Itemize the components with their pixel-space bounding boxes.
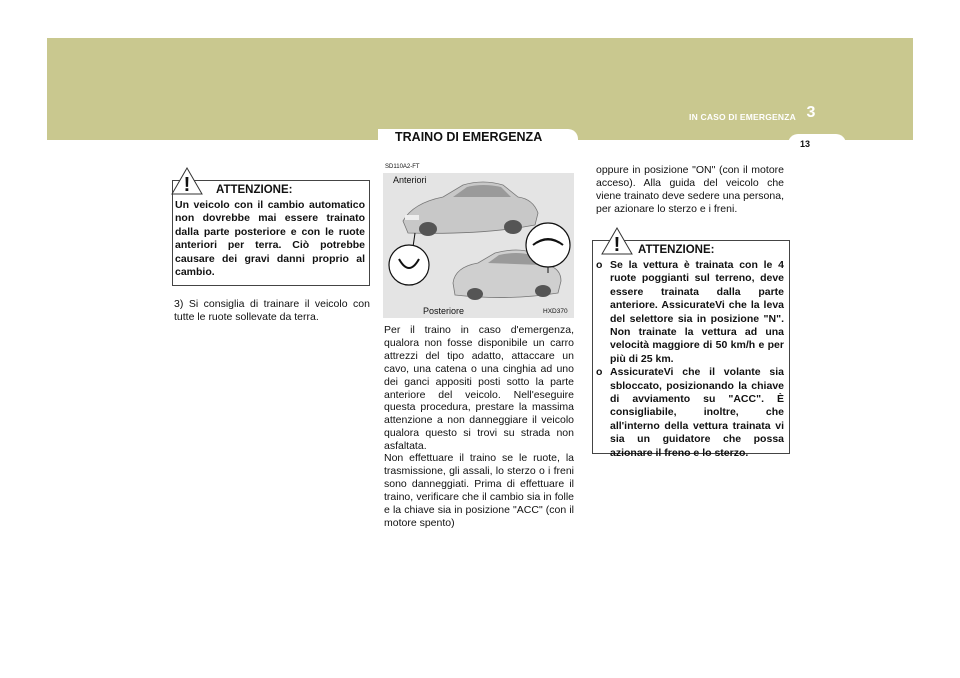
warning-triangle-icon [600,226,634,256]
bullet: o [596,259,603,271]
warning-item-text: AssicurateVi che il volante sia sbloccato, posizionando la chiave di avviamento su "ACC". È consigliabile, inoltre, che all'interno della vettura trainata vi sia un guidatore che possa azionare il freno e lo sterzo. [610,366,784,459]
warning-item [596,259,784,366]
figure-ref: HXD370 [543,308,568,315]
list-item-3 [174,298,370,324]
car-illustration [383,173,574,318]
figure-label-rear: Posteriore [423,306,465,316]
front-hook-callout-icon [389,245,429,285]
page-number: 13 [799,139,810,149]
section-title: TRAINO DI EMERGENZA [395,130,543,144]
warning-item-text: Se la vettura è trainata con le 4 ruote poggianti sul terreno, deve essere trainata dalla parte anteriore. AssicurateVi che la leva del selettore sia in posizione "N". Non trainate la vettura ad una velocità maggiore di 50 km/h e per più di 25 km. [610,259,784,365]
warning-text-left: Un veicolo con il cambio automatico non dovrebbe mai essere trainato dalla parte posteriore e con le ruote anteriori per terra. Ciò potrebbe causare dei gravi danni proprio al cambio. [175,199,365,279]
bullet: o [596,366,603,379]
rear-hook-callout-icon [526,223,570,267]
towing-figure [383,173,574,318]
figure-label-front: Anteriori [393,175,427,185]
svg-text:!: ! [183,174,191,196]
chapter-title: IN CASO DI EMERGENZA [689,112,796,122]
warning-triangle-icon [170,166,204,196]
warning-list-right [596,259,784,460]
chapter-number: 3 [806,104,816,121]
list-item-3-text: 3) Si consiglia di trainare il veicolo con tutte le ruote sollevate da terra. [174,298,370,323]
warning-title-right: ATTENZIONE: [638,244,715,256]
front-car-icon [403,182,538,236]
warning-title-left: ATTENZIONE: [216,184,293,196]
warning-item [596,366,784,460]
towing-paragraph-2: Non effettuare il traino se le ruote, la trasmissione, gli assali, lo sterzo o i freni sono danneggiati. Prima di effettuare il traino, verificare che il cambio sia in folle e la chiave sia in posizione "ACC" (con il motore spento) [384,452,574,529]
towing-continuation: oppure in posizione "ON" (con il motore acceso). Alla guida del veicolo che viene trainato deve sedere una persona, per azionare lo sterzo e i freni. [596,164,784,215]
header-band [47,38,913,140]
svg-text:!: ! [613,234,621,256]
figure-code: SD110A2-FT [385,164,420,170]
towing-paragraph-1: Per il traino in caso d'emergenza, qualora non fosse disponibile un carro attrezzi del tipo adatto, attaccare un cavo, una catena o una cinghia ad uno dei ganci appositi posti sotto la parte anteriore del veicolo. Nell'eseguire questa procedura, prestare la massima attenzione a non danneggiare il veicolo qualora questo si trovi su strada non asfaltata. [384,324,574,453]
